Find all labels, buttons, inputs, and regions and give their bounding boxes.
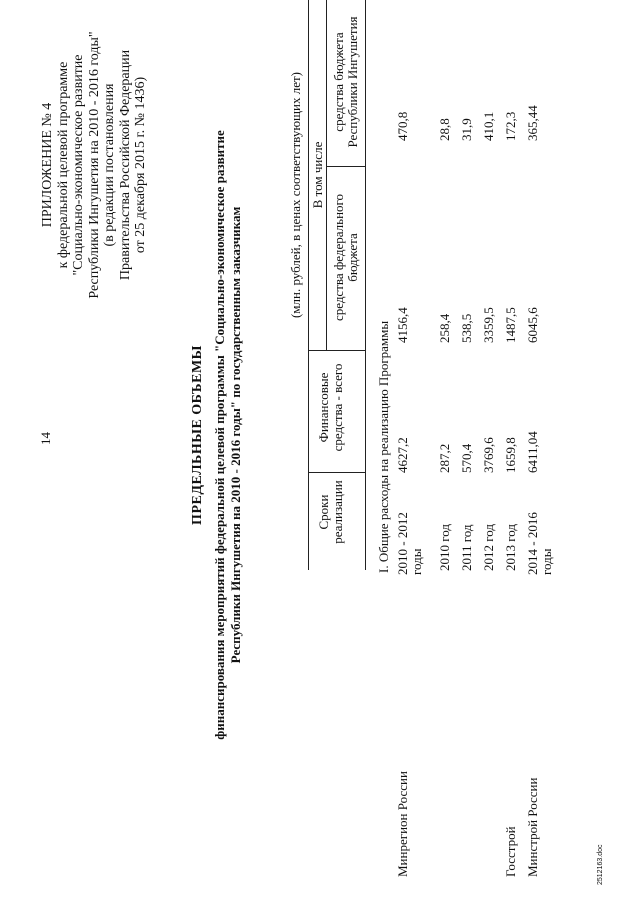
column-divider (308, 472, 365, 473)
column-divider (326, 166, 365, 167)
table-cell-period: 2013 год (503, 524, 518, 571)
annex-line: Республики Ингушетия на 2010 - 2016 годы" (86, 31, 102, 299)
table-cell-regional: 28,8 (437, 118, 452, 141)
table-cell-regional: 365,44 (525, 105, 540, 141)
organization-name: Минстрой России (525, 777, 540, 877)
table-cell-regional: 470,8 (395, 111, 410, 141)
table-cell-total: 570,4 (459, 443, 474, 473)
table-header-bottom-rule (365, 0, 366, 570)
annex-line: "Социально-экономическое развитие (71, 54, 86, 276)
organization-name: Госстрой (503, 826, 518, 877)
table-cell-federal: 1487,5 (503, 307, 518, 343)
header-federal: средства федерального бюджета (331, 193, 360, 322)
annex-block (40, 15, 149, 315)
document-subtitle-line: финансирования мероприятий федеральной целевой программы "Социально-экономическое развитие (212, 130, 227, 740)
header-period: Сроки реализации (316, 480, 345, 544)
table-cell-regional: 31,9 (459, 118, 474, 141)
table-cell-period: 2010 год (437, 524, 452, 571)
header-regional: средства бюджета Республики Ингушетия (331, 16, 360, 148)
table-cell-regional: 172,3 (503, 111, 518, 141)
rotated-page-content (20, 0, 620, 885)
section-heading: I. Общие расходы на реализацию Программы (376, 320, 391, 573)
table-cell-total: 1659,8 (503, 437, 518, 473)
page-number: 14 (38, 432, 53, 445)
table-cell-total: 3769,6 (481, 437, 496, 473)
header-total: Финансовые средства - всего (316, 363, 345, 452)
table-cell-period: 2014 - 2016 годы (525, 512, 554, 575)
table-cell-federal: 6045,6 (525, 307, 540, 343)
annex-line: (в редакции постановления (102, 83, 117, 247)
table-cell-regional: 410,1 (481, 111, 496, 141)
document-id: 2512163.doc (597, 844, 604, 885)
table-cell-total: 6411,04 (525, 431, 540, 473)
title-block (190, 75, 244, 795)
table-cell-period: 2011 год (459, 524, 474, 571)
table-top-rule (308, 0, 309, 570)
table-cell-total: 287,2 (437, 443, 452, 473)
table-cell-federal: 4156,4 (395, 307, 410, 343)
annex-line: от 25 декабря 2015 г. № 1436) (133, 76, 148, 254)
table-cell-federal: 3359,5 (481, 307, 496, 343)
organization-name: Минрегион России (395, 771, 410, 877)
table-cell-federal: 538,5 (459, 313, 474, 343)
table-cell-period: 2010 - 2012 годы (395, 512, 424, 575)
annex-title: ПРИЛОЖЕНИЕ № 4 (40, 102, 55, 228)
annex-line: к федеральной целевой программе (55, 61, 71, 269)
column-divider (308, 350, 365, 351)
table-cell-federal: 258,4 (437, 313, 452, 343)
table-cell-period: 2012 год (481, 524, 496, 571)
header-including: В том числе (310, 141, 325, 209)
document-title: ПРЕДЕЛЬНЫЕ ОБЪЕМЫ (190, 345, 205, 525)
table-subheader-rule (326, 0, 327, 351)
units-note: (млн. рублей, в ценах соответствующих лет) (288, 71, 303, 319)
annex-line: Правительства Российской Федерации (117, 49, 133, 281)
table-cell-total: 4627,2 (395, 437, 410, 473)
document-subtitle-line: Республики Ингушетия на 2010 - 2016 годы" по государственным заказчикам (228, 206, 243, 664)
